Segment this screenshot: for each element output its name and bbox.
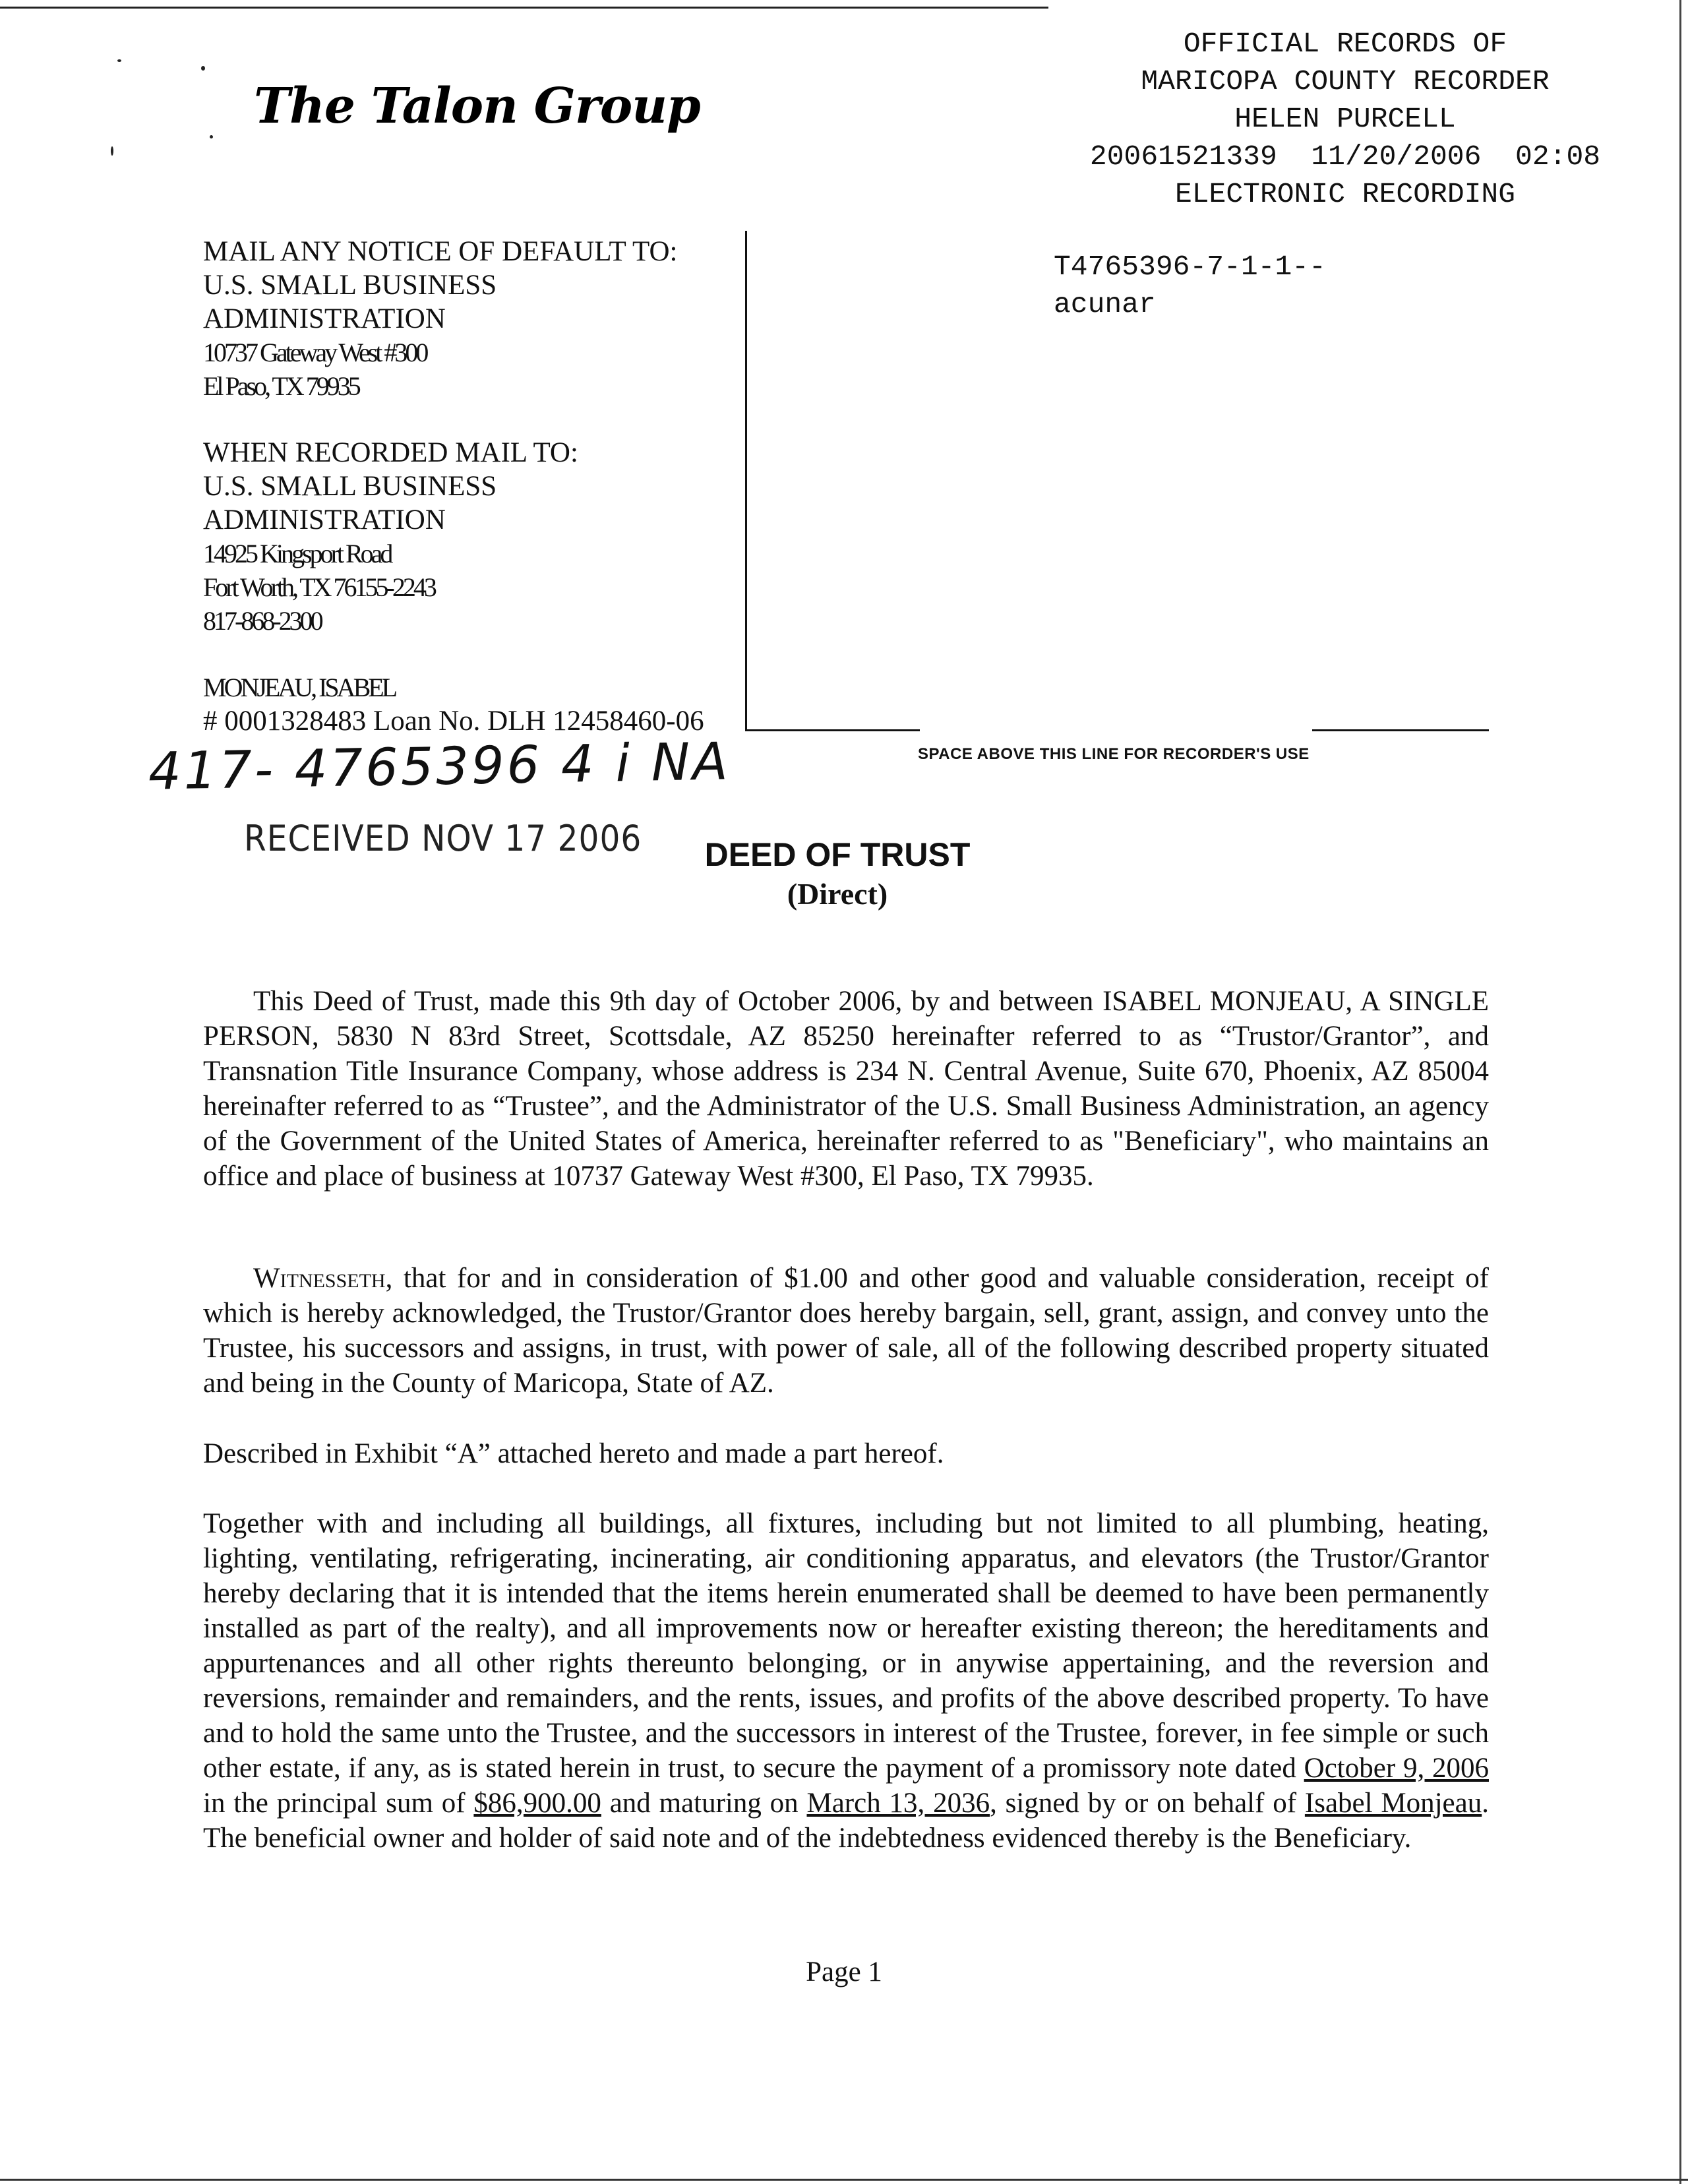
together-text: , signed by or on behalf of: [990, 1788, 1305, 1819]
paragraph-witnesseth: [203, 1261, 1489, 1401]
together-text: in the principal sum of: [203, 1788, 474, 1819]
recorder-use-label: SPACE ABOVE THIS LINE FOR RECORDER'S USE: [918, 745, 1310, 763]
scan-speck: [111, 146, 113, 156]
together-text: and maturing on: [601, 1788, 807, 1819]
mail-notice-line: 10737 Gateway West #300: [203, 338, 427, 367]
recorder-line-right: [1312, 729, 1489, 731]
recorder-header: [1029, 25, 1662, 213]
loan-number: # 0001328483 Loan No. DLH 12458460-06: [203, 706, 704, 737]
borrower-name: MONJEAU, ISABEL: [203, 673, 396, 702]
recorded-mail-line: 817-868-2300: [203, 606, 321, 636]
document-title: DEED OF TRUST: [704, 836, 971, 873]
note-date: October 9, 2006: [1304, 1753, 1489, 1784]
company-logo: The Talon Group: [254, 78, 700, 135]
record-id: T4765396-7-1-1--: [1054, 251, 1326, 283]
received-stamp: RECEIVED NOV 17 2006: [244, 818, 642, 859]
paragraph-together: [203, 1506, 1489, 1856]
witnesseth-text: , that for and in consideration of $1.00 and other good and valuable consideration, receipt of which is hereby acknowledged, the Trustor/Grantor does hereby bargain, sell, grant, assign, and convey unto the Trustee, his successors and assigns, in trust, with power of sale, all of the following described property situated and being in the County of Maricopa, State of AZ.: [203, 1263, 1489, 1399]
recorded-mail-heading: WHEN RECORDED MAIL TO:: [203, 437, 578, 468]
scan-speck: [210, 135, 213, 138]
recorder-line-left: [745, 729, 920, 731]
principal-sum: $86,900.00: [473, 1788, 601, 1819]
scan-speck: [201, 66, 205, 71]
page-number: Page 1: [806, 1957, 882, 1987]
record-ids: [1054, 248, 1326, 323]
mail-notice-line: U.S. SMALL BUSINESS: [203, 270, 497, 301]
recorded-mail-line: U.S. SMALL BUSINESS: [203, 471, 497, 502]
maturity-date: March 13, 2036: [806, 1788, 990, 1819]
recorded-mail-line: 14925 Kingsport Road: [203, 539, 391, 568]
address-block: [203, 235, 744, 738]
paragraph-exhibit: Described in Exhibit “A” attached hereto and made a part hereof.: [203, 1438, 944, 1469]
recorder-line: OFFICIAL RECORDS OF: [1183, 28, 1507, 60]
recorder-line: HELEN PURCELL: [1234, 103, 1456, 135]
mail-notice-line: ADMINISTRATION: [203, 303, 446, 334]
document-subtitle: (Direct): [787, 877, 888, 911]
scan-bottom-border: [0, 2179, 1688, 2181]
together-text: Together with and including all buildings, all fixtures, including but not limited to all plumbing, heating, lighting, ventilating, refrigerating, incinerating, air conditioning apparatus, and elevators (the Trustor/Grantor hereby declaring that it is intended that the items herein enumerated shall be deemed to have been permanently installed as part of the realty), and all improvements now or hereafter existing thereon; the hereditaments and appurtenances and all other rights thereunto belonging, or in anywise appertaining, and the reversion and reversions, remainder and remainders, and the rents, issues, and profits of the above described property. To have and to hold the same unto the Trustee, and the successors in interest of the Trustee, forever, in fee simple or such other estate, if any, as is stated herein in trust, to secure the payment of a promissory note dated: [203, 1508, 1489, 1784]
together-text: . The beneficial owner and holder of said note and of the indebtedness evidenced thereby is the Beneficiary.: [203, 1788, 1489, 1854]
scan-top-border: [0, 7, 1048, 9]
recorder-line: MARICOPA COUNTY RECORDER: [1141, 65, 1550, 98]
recorder-line: ELECTRONIC RECORDING: [1174, 178, 1516, 210]
document-title-block: [593, 834, 1081, 913]
scan-speck: [117, 59, 121, 62]
mail-notice-heading: MAIL ANY NOTICE OF DEFAULT TO:: [203, 236, 678, 267]
recorder-box-divider: [745, 231, 747, 731]
recorded-mail-line: ADMINISTRATION: [203, 504, 446, 535]
recording-number-line: 20061521339 11/20/2006 02:08: [1089, 140, 1601, 173]
handwritten-note: 417- 4765396 4 i NA: [148, 732, 731, 802]
record-clerk: acunar: [1054, 288, 1156, 320]
witnesseth-lead: Witnesseth: [253, 1263, 386, 1294]
recorded-mail-line: Fort Worth, TX 76155-2243: [203, 572, 435, 602]
mail-notice-line: El Paso, TX 79935: [203, 371, 359, 401]
scan-right-border: [1679, 0, 1681, 2184]
paragraph-parties: This Deed of Trust, made this 9th day of October 2006, by and between ISABEL MONJEAU, A SINGLE PERSON, 5830 N 83rd Street, Scottsdale, AZ 85250 hereinafter referred to as “Trustor/Grantor”, and Transnation Title Insurance Company, whose address is 234 N. Central Avenue, Suite 670, Phoenix, AZ 85004 hereinafter referred to as “Trustee”, and the Administrator of the U.S. Small Business Administration, an agency of the Government of the United States of America, hereinafter referred to as "Beneficiary", who maintains an office and place of business at 10737 Gateway West #300, El Paso, TX 79935.: [203, 986, 1489, 1192]
signer-name: Isabel Monjeau: [1304, 1788, 1482, 1819]
